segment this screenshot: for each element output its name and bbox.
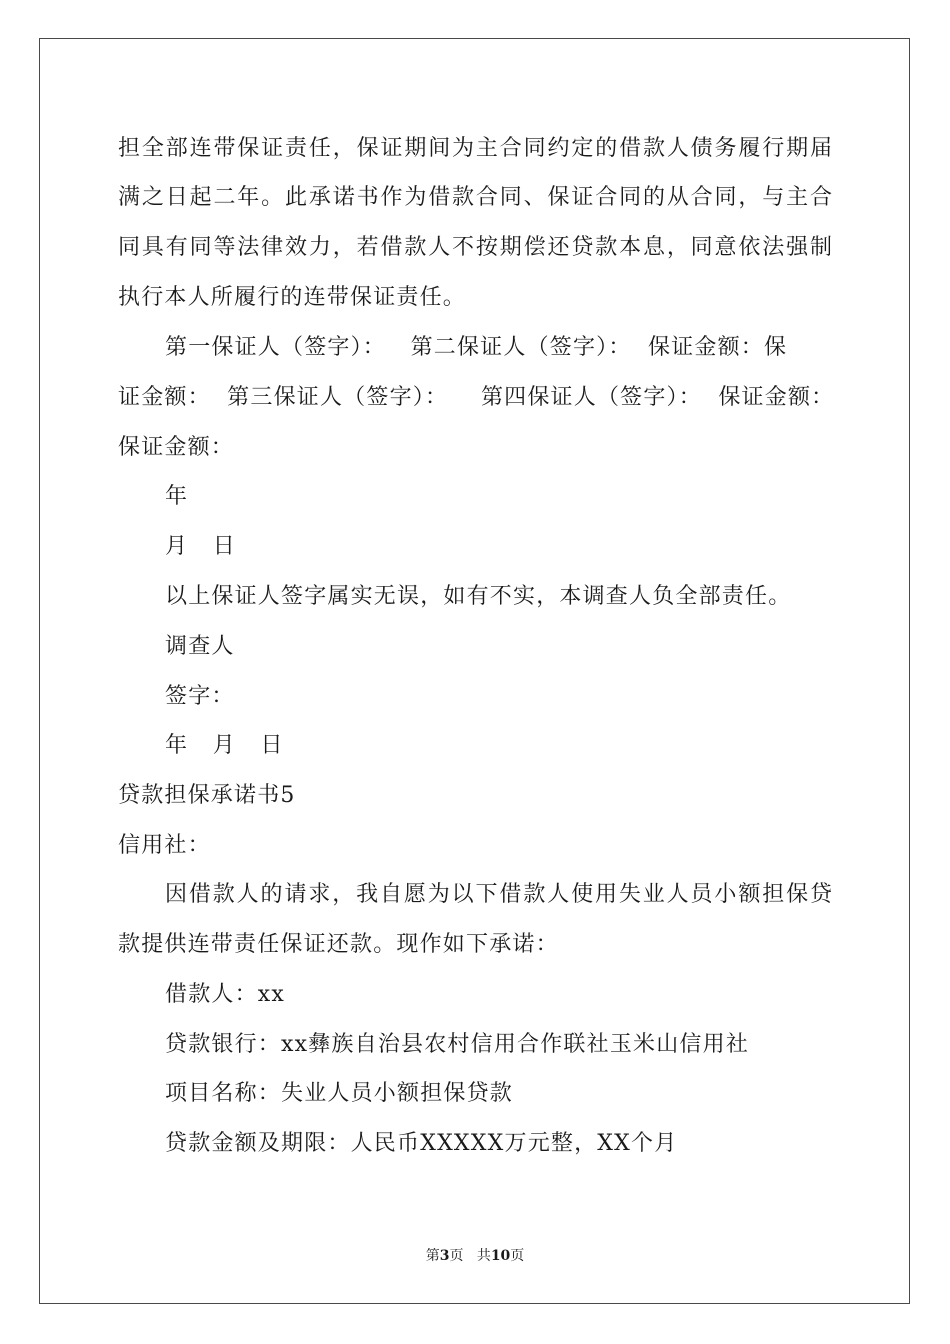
paragraph-line: 担全部连带保证责任，保证期间为主合同约定的借款人债务履行期届 (118, 136, 832, 161)
page-label-suffix: 页 (449, 1248, 464, 1264)
salutation: 信用社： (118, 833, 211, 858)
paragraph-line: 因借款人的请求，我自愿为以下借款人使用失业人员小额担保贷 (165, 882, 832, 907)
page-footer (0, 1246, 950, 1266)
section-title: 贷款担保承诺书5 (118, 783, 296, 808)
paragraph-line: 款提供连带责任保证还款。现作如下承诺： (118, 932, 559, 957)
total-prefix: 共 (476, 1248, 491, 1264)
lending-bank-field: 贷款银行：xx彝族自治县农村信用合作联社玉米山信用社 (165, 1032, 750, 1057)
investigator-statement: 以上保证人签字属实无误，如有不实，本调查人负全部责任。 (165, 584, 792, 609)
investigator-label: 调查人 (165, 634, 235, 659)
date-month-day: 月 日 (165, 534, 236, 559)
project-name-field: 项目名称：失业人员小额担保贷款 (165, 1081, 514, 1106)
paragraph-line: 满之日起二年。此承诺书作为借款合同、保证合同的从合同，与主合 (118, 185, 832, 210)
page-label-prefix: 第 (425, 1248, 440, 1264)
loan-amount-field: 贷款金额及期限：人民币XXXXX万元整，XX个月 (165, 1131, 678, 1156)
guarantor-signature-line: 保证金额： (118, 435, 235, 460)
paragraph-line: 同具有同等法律效力，若借款人不按期偿还贷款本息，同意依法强制 (118, 235, 832, 260)
signature-label: 签字： (165, 684, 235, 709)
borrower-field: 借款人：xx (165, 982, 286, 1007)
paragraph-line: 执行本人所履行的连带保证责任。 (118, 285, 467, 310)
date-line: 年 月 日 (165, 733, 284, 758)
total-pages: 10 (490, 1248, 511, 1264)
page-number: 3 (439, 1248, 450, 1264)
date-year: 年 (165, 484, 189, 509)
guarantor-signature-line: 证金额： 第三保证人（签字）： 第四保证人（签字）： 保证金额： (118, 385, 835, 410)
total-suffix: 页 (510, 1248, 525, 1264)
guarantor-signature-line: 第一保证人（签字）： 第二保证人（签字）： 保证金额：保 (165, 335, 788, 360)
page-border (39, 38, 910, 1304)
